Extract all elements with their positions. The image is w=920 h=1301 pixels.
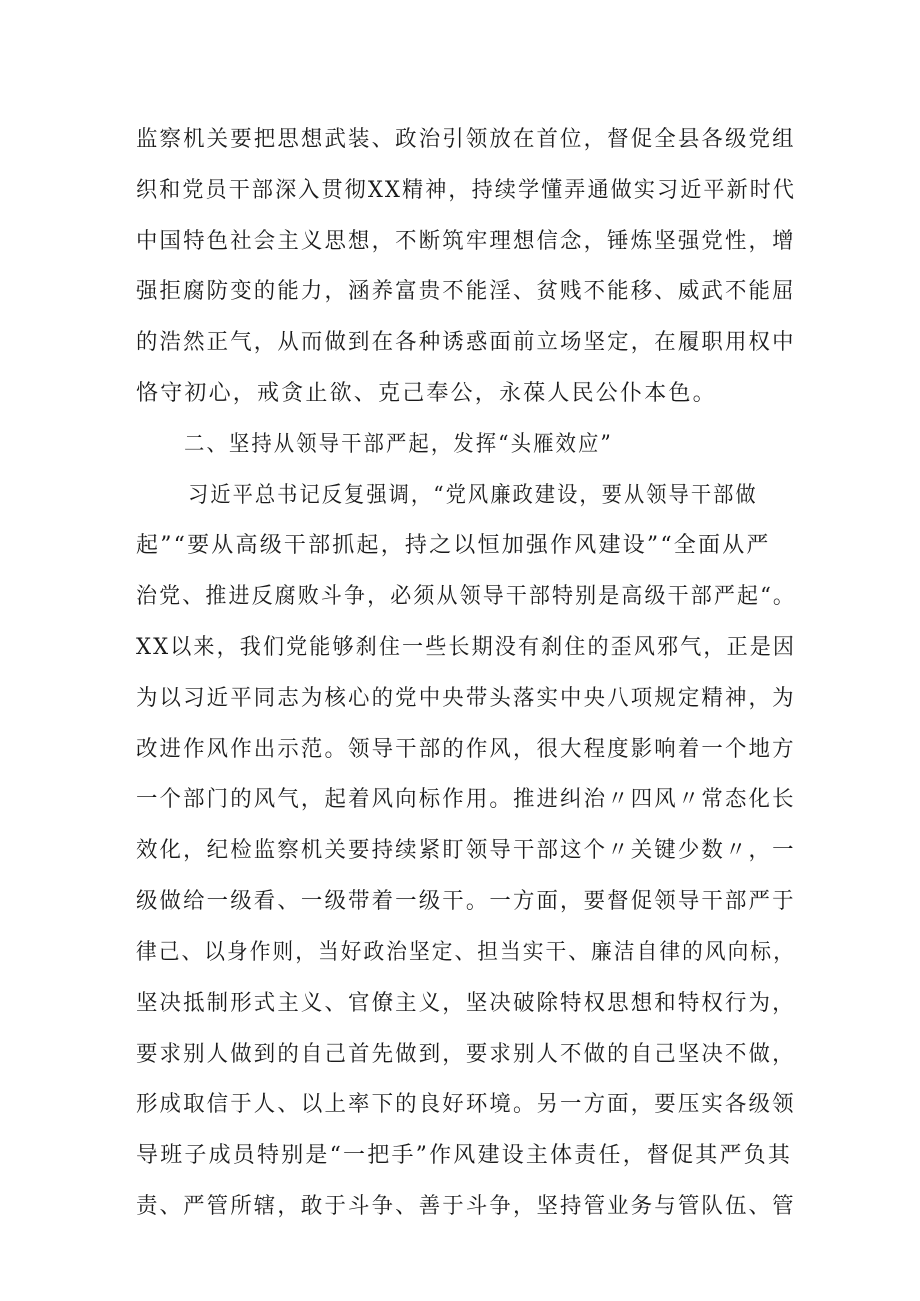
- text-line: 形成取信于人、以上率下的良好环境。另一方面，要压实各级领: [136, 1092, 796, 1117]
- paragraph-first-line: 习近平总书记反复强调，“党风廉政建设，要从领导干部做: [188, 483, 758, 508]
- text-line: 恪守初心，戒贪止欲、克己奉公，永葆人民公仆本色。: [136, 381, 717, 406]
- text-line: 要求别人做到的自己首先做到，要求别人不做的自己坚决不做，: [136, 1042, 796, 1067]
- text-line: 强拒腐防变的能力，涵养富贵不能淫、贫贱不能移、威武不能屈: [136, 279, 796, 304]
- text-line: 坚决抵制形式主义、官僚主义，坚决破除特权思想和特权行为，: [136, 991, 796, 1016]
- text-line: 为以习近平同志为核心的党中央带头落实中央八项规定精神，为: [136, 686, 796, 711]
- text-line: 中国特色社会主义思想，不断筑牢理想信念，锤炼坚强党性，增: [136, 229, 796, 254]
- text-line: 级做给一级看、一级带着一级干。一方面，要督促领导干部严于: [136, 889, 796, 914]
- text-line: 导班子成员特别是“一把手”作风建设主体责任，督促其严负其: [136, 1143, 793, 1168]
- text-line: 的浩然正气，从而做到在各种诱惑面前立场坚定，在履职用权中: [136, 330, 796, 355]
- text-line: 治党、推进反腐败斗争，必须从领导干部特别是高级干部严起“。: [136, 584, 797, 609]
- section-heading: 二、坚持从领导干部严起，发挥“头雁效应”: [184, 432, 613, 457]
- text-line: 起”“要从高级干部抓起，持之以恒加强作风建设”“全面从严: [136, 533, 771, 558]
- text-line: 改进作风作出示范。领导干部的作风，很大程度影响着一个地方: [136, 737, 796, 762]
- text-line: 律己、以身作则，当好政治坚定、担当实干、廉洁自律的风向标，: [136, 940, 796, 965]
- text-line: 监察机关要把思想武装、政治引领放在首位，督促全县各级党组: [136, 127, 796, 152]
- text-line: 效化，纪检监察机关要持续紧盯领导干部这个〃关键少数〃，一: [136, 838, 796, 863]
- text-line: XX以来，我们党能够刹住一些长期没有刹住的歪风邪气，正是因: [136, 635, 797, 660]
- text-line: 一个部门的风气，起着风向标作用。推进纠治〃四风〃常态化长: [136, 787, 796, 812]
- text-line: 责、严管所辖，敢于斗争、善于斗争，坚持管业务与管队伍、管: [136, 1194, 796, 1219]
- text-line: 织和党员干部深入贯彻XX精神，持续学懂弄通做实习近平新时代: [136, 178, 797, 203]
